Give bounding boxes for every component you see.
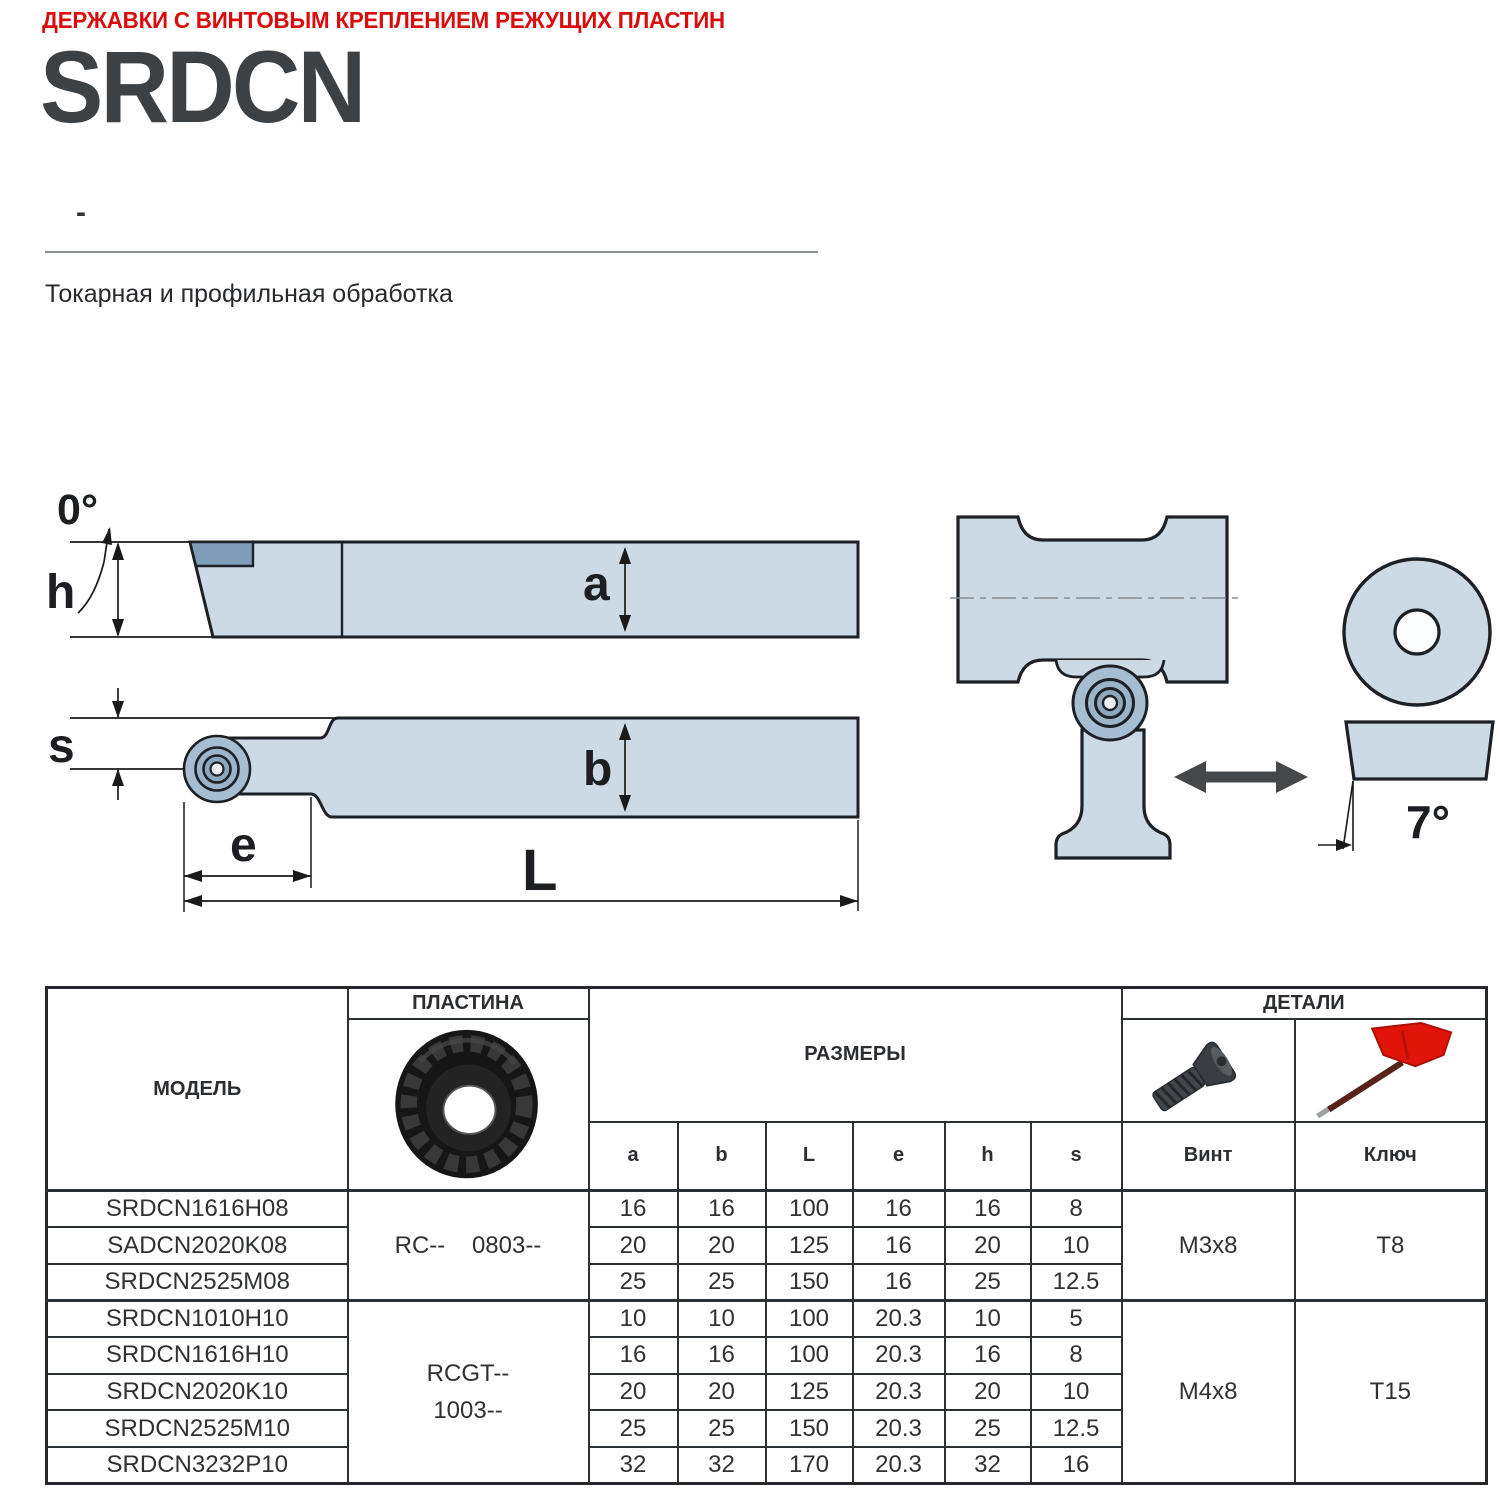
specification-table (45, 986, 1488, 1485)
subheader-s: s (1031, 1122, 1122, 1191)
dim-h-cell: 20 (945, 1374, 1031, 1411)
dim-s-cell: 10 (1031, 1374, 1122, 1411)
subheader-e: e (853, 1122, 945, 1191)
dim-e-cell: 20.3 (853, 1410, 945, 1447)
subheader-key: Ключ (1295, 1122, 1487, 1191)
subheader-b: b (678, 1122, 766, 1191)
dim-e-cell: 20.3 (853, 1374, 945, 1411)
key-image-cell (1295, 1019, 1487, 1122)
application-drawing (950, 517, 1493, 858)
plate-spec-cell (348, 1300, 589, 1483)
dim-L-cell: 125 (766, 1227, 853, 1264)
application-subtitle: Токарная и профильная обработка (45, 280, 453, 308)
model-cell: SRDCN1010H10 (47, 1300, 348, 1337)
dash-placeholder: - (76, 196, 86, 229)
side-view-drawing (46, 486, 858, 637)
plate-spec-cell (348, 1191, 589, 1301)
dim-L-cell: 150 (766, 1410, 853, 1447)
dimension-label-L: L (522, 838, 558, 903)
plate-spec-line: RC-- 0803-- (394, 1232, 542, 1260)
dim-e-cell: 16 (853, 1264, 945, 1301)
dim-L-cell: 100 (766, 1300, 853, 1337)
insert-pocket (190, 542, 253, 566)
dimension-label-h: h (46, 566, 76, 619)
dim-a-cell: 25 (589, 1410, 678, 1447)
tool-shank-front (1056, 730, 1170, 858)
round-insert-photo-icon (391, 1025, 546, 1185)
dim-b-cell: 32 (678, 1447, 766, 1484)
page-title: SRDCN (40, 30, 364, 144)
angle-label-7: 7° (1406, 796, 1450, 848)
model-cell: SRDCN1616H10 (47, 1337, 348, 1374)
dim-h-cell: 32 (945, 1447, 1031, 1484)
torx-key-photo-icon (1310, 1022, 1470, 1118)
dimension-label-s: s (48, 720, 75, 773)
subheader-h: h (945, 1122, 1031, 1191)
dim-a-cell: 20 (589, 1227, 678, 1264)
dim-b-cell: 20 (678, 1227, 766, 1264)
key-spec-cell: T15 (1295, 1300, 1487, 1483)
torx-screw-photo-icon (1133, 1021, 1283, 1119)
screw-spec-cell: M3x8 (1122, 1191, 1295, 1301)
dim-b-cell: 25 (678, 1410, 766, 1447)
subheader-L: L (766, 1122, 853, 1191)
dim-e-cell: 16 (853, 1227, 945, 1264)
column-header-details: ДЕТАЛИ (1122, 988, 1487, 1020)
dimension-label-e: e (230, 819, 257, 872)
dim-b-cell: 25 (678, 1264, 766, 1301)
table-row (47, 1300, 1487, 1337)
workpiece-spool (958, 517, 1227, 682)
dim-b-cell: 10 (678, 1300, 766, 1337)
category-heading: ДЕРЖАВКИ С ВИНТОВЫМ КРЕПЛЕНИЕМ РЕЖУЩИХ ПЛАСТИН (42, 7, 725, 33)
table-row (47, 1191, 1487, 1228)
model-cell: SRDCN2525M08 (47, 1264, 348, 1301)
dim-a-cell: 20 (589, 1374, 678, 1411)
dim-a-cell: 10 (589, 1300, 678, 1337)
model-cell: SRDCN1616H08 (47, 1191, 348, 1228)
top-view-drawing (48, 688, 858, 912)
insert-side-view (1346, 722, 1493, 779)
dim-h-cell: 25 (945, 1264, 1031, 1301)
header-row-groups (47, 988, 1487, 1020)
dim-e-cell: 20.3 (853, 1447, 945, 1484)
column-header-dimensions: РАЗМЕРЫ (589, 988, 1122, 1122)
dim-s-cell: 8 (1031, 1337, 1122, 1374)
dim-s-cell: 16 (1031, 1447, 1122, 1484)
dim-a-cell: 16 (589, 1337, 678, 1374)
dim-b-cell: 16 (678, 1191, 766, 1228)
plate-image-cell (348, 1019, 589, 1191)
dimension-label-a: a (583, 558, 610, 611)
dim-s-cell: 12.5 (1031, 1264, 1122, 1301)
subheader-screw: Винт (1122, 1122, 1295, 1191)
dim-L-cell: 125 (766, 1374, 853, 1411)
model-cell: SRDCN2020K10 (47, 1374, 348, 1411)
model-cell: SRDCN2525M10 (47, 1410, 348, 1447)
dim-b-cell: 16 (678, 1337, 766, 1374)
dim-h-cell: 16 (945, 1191, 1031, 1228)
feed-direction-arrow (1174, 761, 1308, 793)
dim-s-cell: 5 (1031, 1300, 1122, 1337)
dim-L-cell: 170 (766, 1447, 853, 1484)
model-cell: SADCN2020K08 (47, 1227, 348, 1264)
model-cell: SRDCN3232P10 (47, 1447, 348, 1484)
plate-spec-line: RCGT-- (426, 1359, 510, 1387)
dim-s-cell: 12.5 (1031, 1410, 1122, 1447)
dim-h-cell: 25 (945, 1410, 1031, 1447)
dim-e-cell: 16 (853, 1191, 945, 1228)
dim-L-cell: 150 (766, 1264, 853, 1301)
dim-s-cell: 10 (1031, 1227, 1122, 1264)
angle-label-0: 0° (57, 486, 99, 534)
dim-a-cell: 16 (589, 1191, 678, 1228)
subheader-a: a (589, 1122, 678, 1191)
column-header-model: МОДЕЛЬ (47, 988, 348, 1191)
plate-spec-line: 1003-- (433, 1396, 503, 1424)
dim-b-cell: 20 (678, 1374, 766, 1411)
screw-image-cell (1122, 1019, 1295, 1122)
dim-a-cell: 25 (589, 1264, 678, 1301)
dim-L-cell: 100 (766, 1337, 853, 1374)
dim-L-cell: 100 (766, 1191, 853, 1228)
dim-h-cell: 16 (945, 1337, 1031, 1374)
column-header-plate: ПЛАСТИНА (348, 988, 589, 1020)
dim-e-cell: 20.3 (853, 1337, 945, 1374)
dim-a-cell: 32 (589, 1447, 678, 1484)
dim-e-cell: 20.3 (853, 1300, 945, 1337)
dim-h-cell: 10 (945, 1300, 1031, 1337)
dim-s-cell: 8 (1031, 1191, 1122, 1228)
screw-spec-cell: M4x8 (1122, 1300, 1295, 1483)
dim-h-cell: 20 (945, 1227, 1031, 1264)
dimension-label-b: b (583, 743, 613, 796)
key-spec-cell: T8 (1295, 1191, 1487, 1301)
